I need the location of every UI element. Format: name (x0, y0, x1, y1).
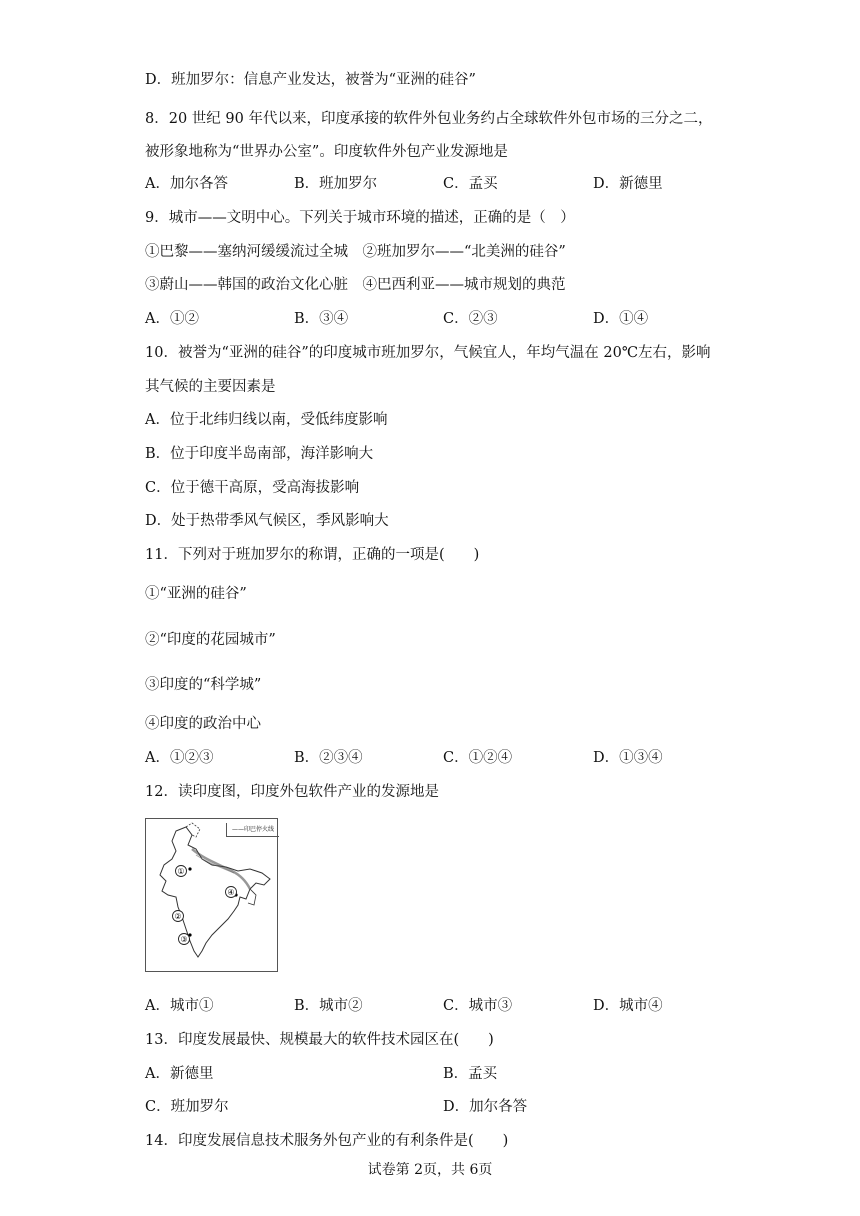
q10-stem-line2: 其气候的主要因素是 (145, 379, 276, 395)
map-marker-2: ② (174, 912, 182, 921)
q11-option-d: D．①③④ (593, 750, 663, 766)
q8-stem-line1: 8．20 世纪 90 年代以来，印度承接的软件外包业务约占全球软件外包市场的三分之二， (145, 111, 713, 127)
q11-item-3: ③印度的“科学城” (145, 677, 262, 693)
q13-stem: 13．印度发展最快、规模最大的软件技术园区在( ) (145, 1032, 494, 1048)
q7-option-d: D．班加罗尔：信息产业发达，被誉为“亚洲的硅谷” (145, 72, 476, 88)
q12-option-a: A．城市① (145, 998, 214, 1014)
q11-item-2: ②“印度的花园城市” (145, 632, 276, 648)
q12-stem: 12．读印度图，印度外包软件产业的发源地是 (145, 784, 439, 800)
q12-option-c: C．城市③ (443, 998, 513, 1014)
q11-option-b: B．②③④ (294, 750, 363, 766)
q9-option-d: D．①④ (593, 311, 649, 327)
q10-stem-line1: 10．被誉为“亚洲的硅谷”的印度城市班加罗尔，气候宜人，年均气温在 20℃左右，影响 (145, 345, 711, 361)
q8-option-c: C．孟买 (443, 176, 498, 192)
q10-option-a: A．位于北纬归线以南，受低纬度影响 (145, 412, 388, 428)
q11-option-a: A．①②③ (145, 750, 214, 766)
q12-option-b: B．城市② (294, 998, 363, 1014)
q13-option-a: A．新德里 (145, 1066, 214, 1082)
q13-option-d: D．加尔各答 (443, 1099, 528, 1115)
page-footer: 试卷第 2页，共 6页 (367, 1162, 493, 1178)
q11-option-c: C．①②④ (443, 750, 513, 766)
q9-items-line1: ①巴黎——塞纳河缓缓流过全城 ②班加罗尔——“北美洲的硅谷” (145, 244, 566, 260)
q9-option-b: B．③④ (294, 311, 349, 327)
q14-stem: 14．印度发展信息技术服务外包产业的有利条件是( ) (145, 1133, 509, 1149)
india-map-figure (145, 818, 278, 972)
q8-option-d: D．新德里 (593, 176, 663, 192)
q11-item-1: ①“亚洲的硅谷” (145, 586, 247, 602)
q11-item-4: ④印度的政治中心 (145, 716, 261, 732)
map-marker-3: ③ (180, 935, 188, 944)
map-marker-4: ④ (227, 888, 235, 897)
map-marker-1: ① (177, 867, 185, 876)
q8-stem-line2: 被形象地称为“世界办公室”。印度软件外包产业发源地是 (145, 144, 508, 160)
q10-option-c: C．位于德干高原，受高海拔影响 (145, 480, 360, 496)
q9-option-a: A．①② (145, 311, 199, 327)
q13-option-c: C．班加罗尔 (145, 1099, 229, 1115)
q9-option-c: C．②③ (443, 311, 498, 327)
q11-stem: 11．下列对于班加罗尔的称谓，正确的一项是( ) (145, 547, 480, 563)
q12-option-d: D．城市④ (593, 998, 663, 1014)
q9-items-line2: ③蔚山——韩国的政治文化心脏 ④巴西利亚——城市规划的典范 (145, 277, 566, 293)
q13-option-b: B．孟买 (443, 1066, 498, 1082)
q8-option-b: B．班加罗尔 (294, 176, 378, 192)
q10-option-b: B．位于印度半岛南部，海洋影响大 (145, 446, 374, 462)
india-map-outline (146, 819, 277, 971)
q10-option-d: D．处于热带季风气候区，季风影响大 (145, 513, 389, 529)
map-legend: ——印巴停火线 (226, 823, 279, 837)
q9-stem: 9．城市——文明中心。下列关于城市环境的描述，正确的是（ ） (145, 210, 575, 226)
q8-option-a: A．加尔各答 (145, 176, 228, 192)
